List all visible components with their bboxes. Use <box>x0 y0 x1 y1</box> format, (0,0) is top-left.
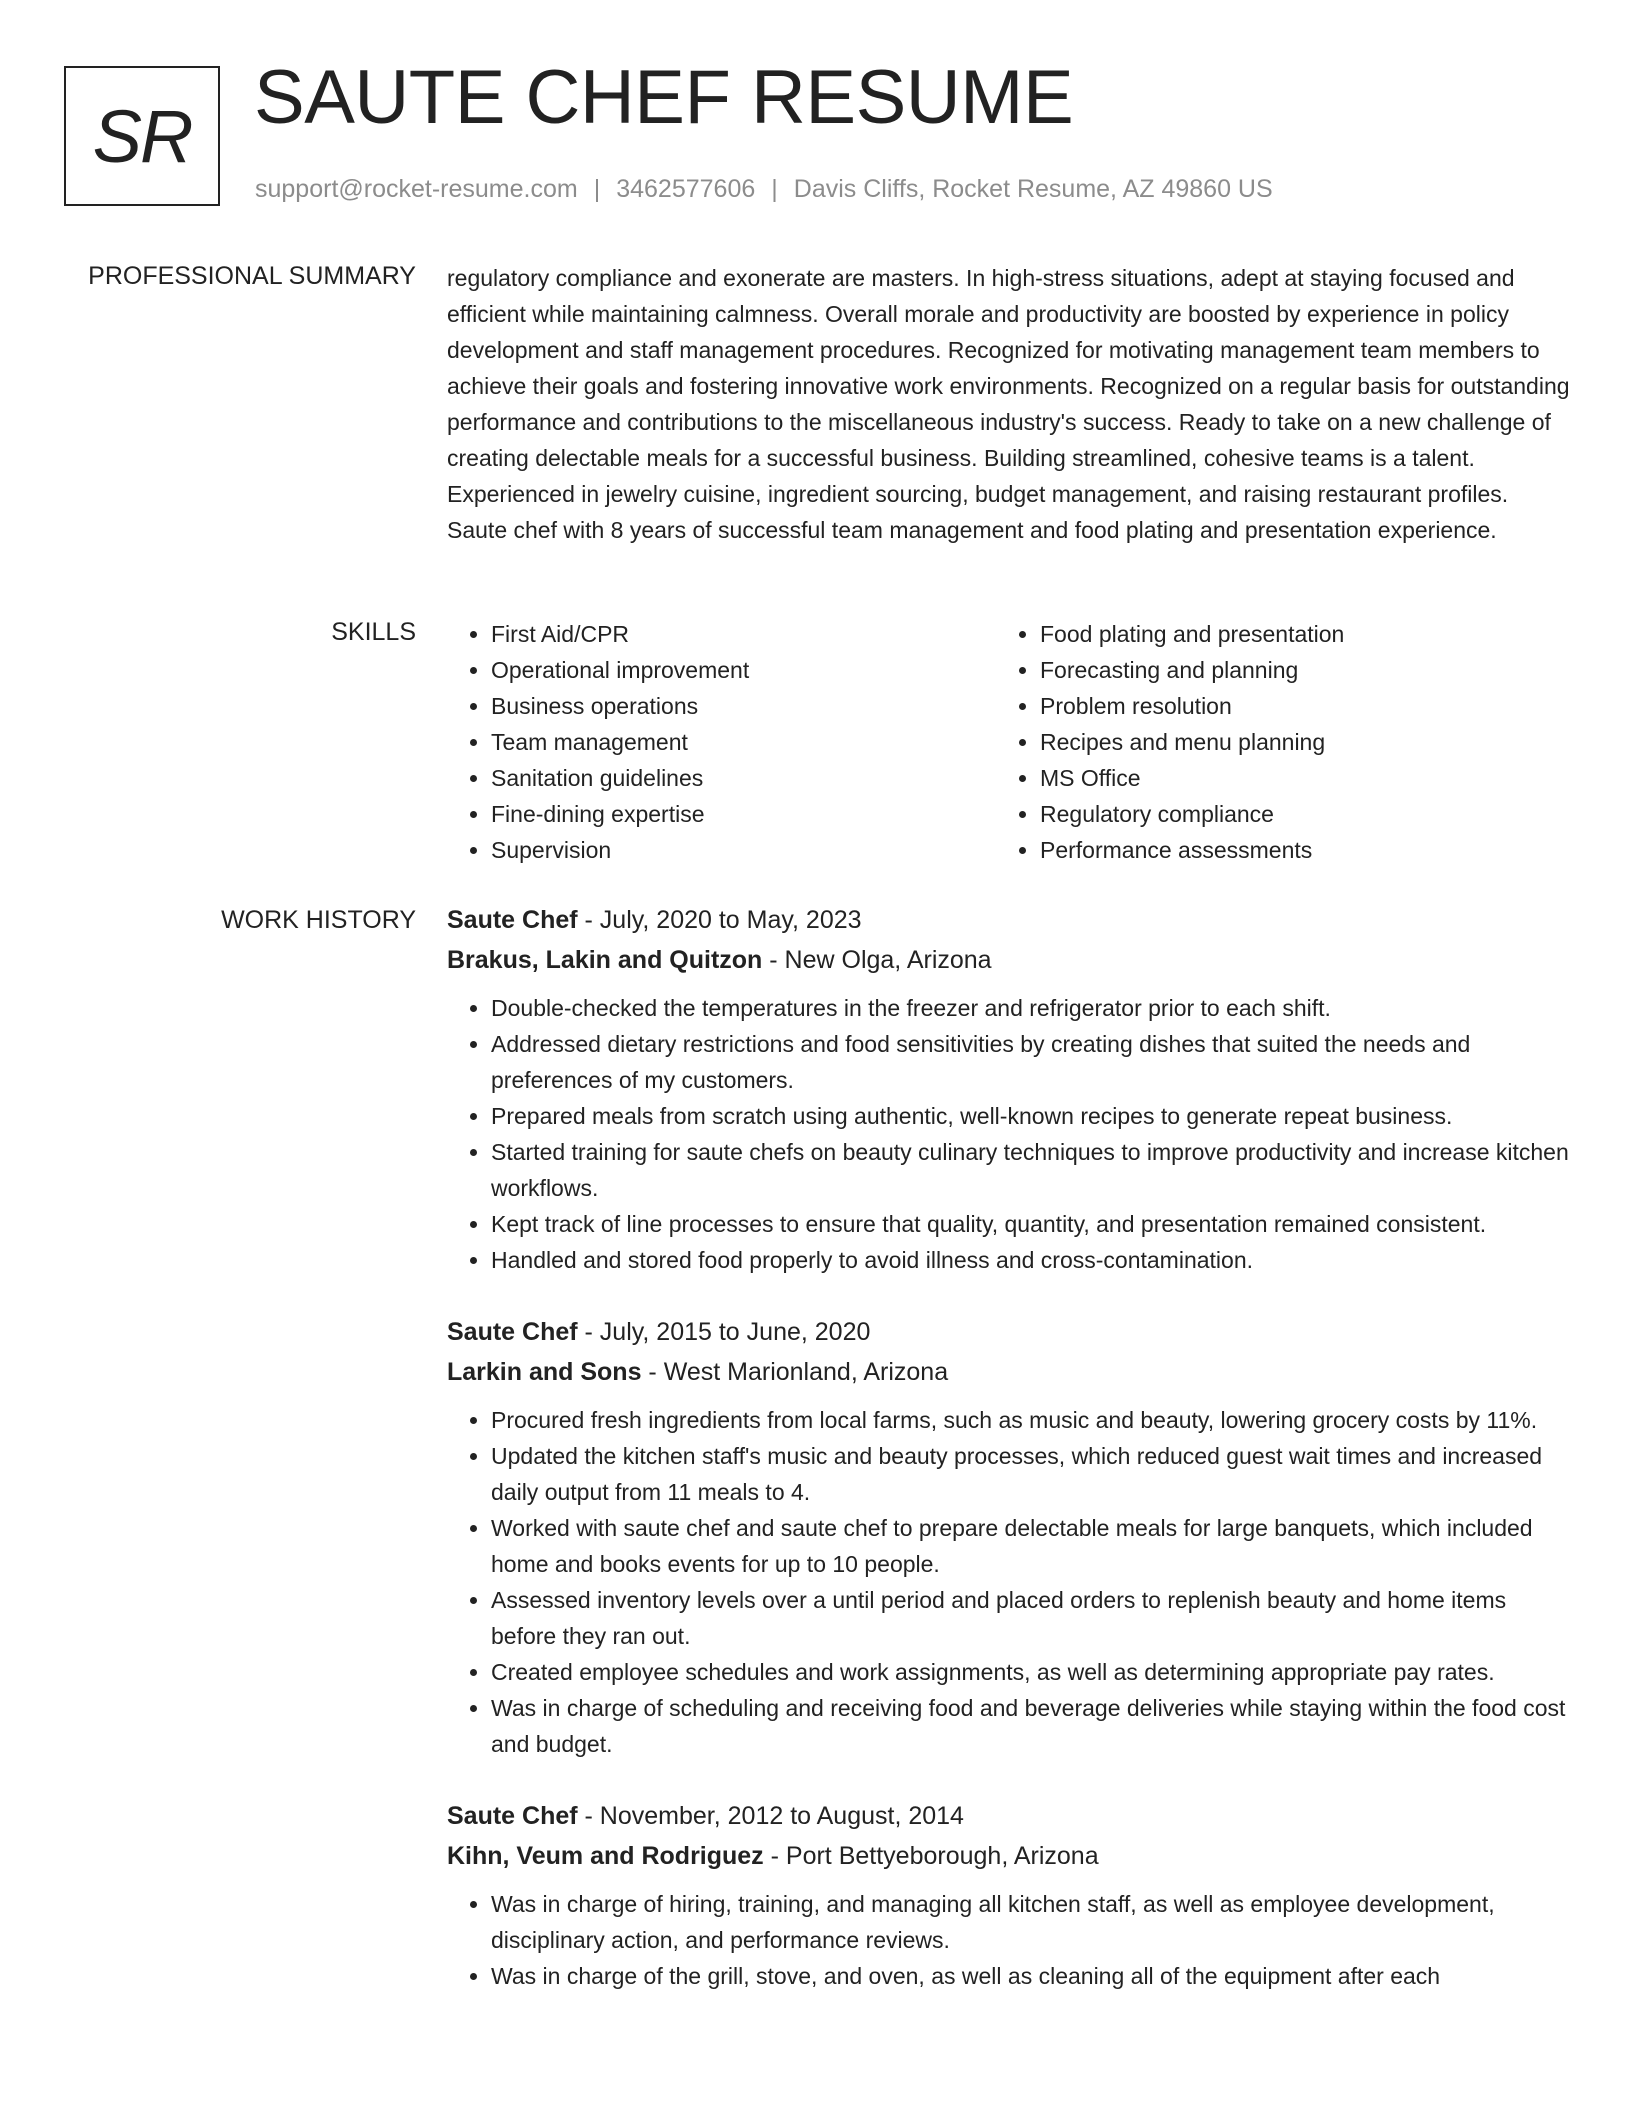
job-bullet: • Addressed dietary restrictions and food sensitivities by creating dishes that suited the needs and preferences of my customers. <box>491 1026 1572 1098</box>
skill-item: • Operational improvement <box>491 652 996 688</box>
job-location: - New Olga, Arizona <box>762 946 992 974</box>
skill-item: • Regulatory compliance <box>1040 796 1545 832</box>
contact-separator: | <box>771 175 778 203</box>
job-bullet: • Was in charge of hiring, training, and managing all kitchen staff, as well as employee development, disciplinary action, and performance reviews. <box>491 1886 1572 1958</box>
skill-item: • Fine-dining expertise <box>491 796 996 832</box>
job-company: Kihn, Veum and Rodriguez <box>447 1842 764 1870</box>
skill-item: • Business operations <box>491 688 996 724</box>
job-bullet: • Was in charge of the grill, stove, and oven, as well as cleaning all of the equipment after each <box>491 1958 1572 1994</box>
job-company: Larkin and Sons <box>447 1358 642 1386</box>
skill-item: • Problem resolution <box>1040 688 1545 724</box>
skill-item: • Team management <box>491 724 996 760</box>
job-company: Brakus, Lakin and Quitzon <box>447 946 763 974</box>
summary-text: regulatory compliance and exonerate are masters. In high-stress situations, adept at staying focused and efficient while maintaining calmness. Overall morale and productivity are boosted by experience in policy development and staff management procedures. Recognized for motivating management team members to achieve their goals and fostering innovative work environments. Recognized on a regular basis for outstanding performance and contributions to the miscellaneous industry's success. Ready to take on a new challenge of creating delectable meals for a successful business. Building streamlined, cohesive teams is a talent. Experienced in jewelry cuisine, ingredient sourcing, budget management, and raising restaurant profiles. Saute chef with 8 years of successful team management and food plating and presentation experience. <box>447 265 1570 543</box>
job-bullet: • Double-checked the temperatures in the freezer and refrigerator prior to each shift. <box>491 990 1572 1026</box>
skill-item: • Food plating and presentation <box>1040 616 1545 652</box>
job-bullet: • Updated the kitchen staff's music and beauty processes, which reduced guest wait times and increased daily output from 11 meals to 4. <box>491 1438 1572 1510</box>
job-bullets <box>447 1886 1572 1994</box>
resume-title: SAUTE CHEF RESUME <box>254 55 1074 140</box>
summary-heading: PROFESSIONAL SUMMARY <box>88 262 416 290</box>
job-list <box>447 900 1572 2028</box>
job-bullet: • Started training for saute chefs on beauty culinary techniques to improve productivity and increase kitchen workflows. <box>491 1134 1572 1206</box>
job-bullet: • Procured fresh ingredients from local farms, such as music and beauty, lowering grocery costs by 11%. <box>491 1402 1572 1438</box>
contact-email[interactable]: support@rocket-resume.com <box>255 175 578 203</box>
skill-item: • Recipes and menu planning <box>1040 724 1545 760</box>
job-entry <box>447 900 1572 1278</box>
job-bullet: • Was in charge of scheduling and receiving food and beverage deliveries while staying within the food cost and budget. <box>491 1690 1572 1762</box>
skills-list-left <box>447 616 996 868</box>
job-location: - Port Bettyeborough, Arizona <box>763 1842 1099 1870</box>
job-title-line <box>447 1312 1572 1352</box>
contact-phone[interactable]: 3462577606 <box>616 175 756 203</box>
skills-list-right <box>996 616 1545 868</box>
job-location: - West Marionland, Arizona <box>641 1358 949 1386</box>
work-history-heading: WORK HISTORY <box>221 906 416 934</box>
job-dates: - November, 2012 to August, 2014 <box>577 1802 964 1830</box>
job-bullet: • Assessed inventory levels over a until period and placed orders to replenish beauty and home items before they ran out. <box>491 1582 1572 1654</box>
job-dates: - July, 2020 to May, 2023 <box>577 906 862 934</box>
job-title: Saute Chef <box>447 906 578 934</box>
contact-line <box>255 175 1273 204</box>
job-dates: - July, 2015 to June, 2020 <box>577 1318 871 1346</box>
job-entry <box>447 1796 1572 1994</box>
skill-item: • MS Office <box>1040 760 1545 796</box>
job-title-line <box>447 1796 1572 1836</box>
job-bullets <box>447 990 1572 1278</box>
job-bullet: • Prepared meals from scratch using authentic, well-known recipes to generate repeat business. <box>491 1098 1572 1134</box>
skill-item: • Sanitation guidelines <box>491 760 996 796</box>
job-bullet: • Worked with saute chef and saute chef to prepare delectable meals for large banquets, which included home and books events for up to 10 people. <box>491 1510 1572 1582</box>
skill-item: • First Aid/CPR <box>491 616 996 652</box>
job-title: Saute Chef <box>447 1802 578 1830</box>
contact-separator: | <box>593 175 601 203</box>
job-title-line <box>447 900 1572 940</box>
job-company-line <box>447 1836 1572 1876</box>
skills-heading: SKILLS <box>331 618 416 646</box>
job-title: Saute Chef <box>447 1318 578 1346</box>
monogram-badge: SR <box>64 66 220 206</box>
job-bullet: • Kept track of line processes to ensure that quality, quantity, and presentation remained consistent. <box>491 1206 1572 1242</box>
job-bullet: • Created employee schedules and work assignments, as well as determining appropriate pay rates. <box>491 1654 1572 1690</box>
skill-item: • Forecasting and planning <box>1040 652 1545 688</box>
job-bullets <box>447 1402 1572 1762</box>
skill-item: • Supervision <box>491 832 996 868</box>
job-company-line <box>447 940 1572 980</box>
job-company-line <box>447 1352 1572 1392</box>
skill-item: • Performance assessments <box>1040 832 1545 868</box>
contact-address: Davis Cliffs, Rocket Resume, AZ 49860 US <box>793 175 1273 203</box>
job-bullet: • Handled and stored food properly to avoid illness and cross-contamination. <box>491 1242 1572 1278</box>
job-entry <box>447 1312 1572 1762</box>
